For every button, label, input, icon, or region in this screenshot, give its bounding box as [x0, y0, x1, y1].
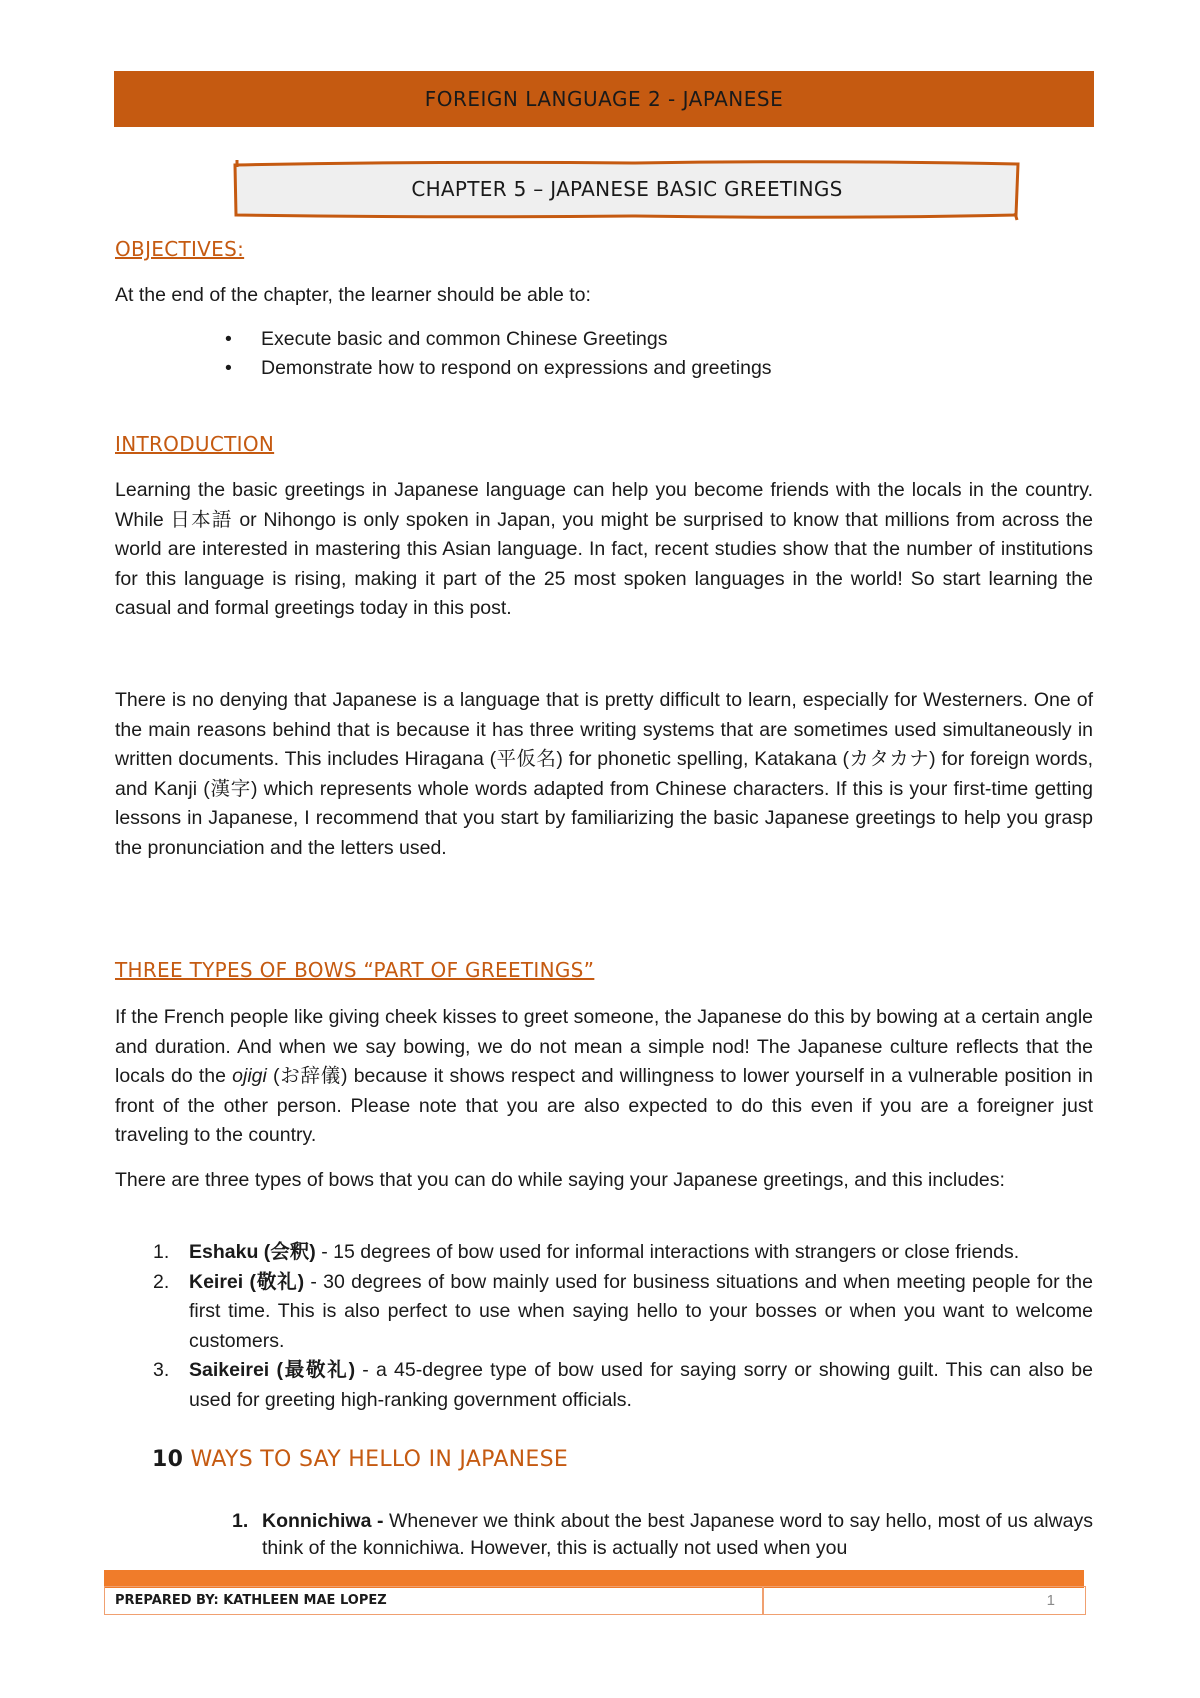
page-number: 1 — [1046, 1592, 1055, 1609]
bow-term: Eshaku (会釈) — [189, 1241, 316, 1263]
objectives-heading: OBJECTIVES: — [115, 237, 245, 261]
bows-list — [115, 1238, 1093, 1415]
list-item: 1. Konnichiwa - Whenever we think about the best Japanese word to say hello, most of us always think of the konnichiwa. However, this is actually not used when you — [232, 1510, 1093, 1559]
objectives-list — [115, 325, 1093, 383]
list-item: 3. Saikeirei (最敬礼) - a 45-degree type of bow used for saying sorry or showing guilt. This can also be used for greeting high-ranking government officials. — [153, 1359, 1093, 1411]
greeting-term: Konnichiwa - — [262, 1510, 384, 1532]
chapter-title-box — [232, 157, 1022, 221]
prepared-by: PREPARED BY: KATHLEEN MAE LOPEZ — [105, 1587, 764, 1614]
ways-number: 10 — [152, 1447, 184, 1472]
ways-title: WAYS TO SAY HELLO IN JAPANESE — [190, 1447, 569, 1472]
bow-term: Keirei (敬礼) — [189, 1270, 305, 1293]
page-footer — [104, 1586, 1086, 1615]
list-item: 2. Keirei (敬礼) - 30 degrees of bow mainly used for business situations and when meeting people for the first time. This is also perfect to use when saying hello to your bosses or when you want to welcome customers. — [153, 1270, 1093, 1352]
chapter-title: CHAPTER 5 – JAPANESE BASIC GREETINGS — [411, 177, 843, 201]
objectives-intro: At the end of the chapter, the learner should be able to: — [115, 284, 591, 306]
list-item — [115, 354, 1093, 383]
bows-paragraph-1: If the French people like giving cheek kisses to greet someone, the Japanese do this by bowing at a certain angle and duration. And when we say bowing, we do not mean a simple nod! The Japanese culture reflects that the locals do the ojigi (お辞儀) because it shows respect and willingness to lower yourself in a vulnerable position in front of the other person. Please note that you are also expected to do this even if you are a foreigner just traveling to the country. — [115, 1006, 1093, 1146]
introduction-heading: INTRODUCTION — [115, 432, 275, 456]
list-item — [115, 325, 1093, 354]
ways-list — [115, 1508, 1093, 1562]
objective-text: Demonstrate how to respond on expressions and greetings — [261, 357, 772, 379]
introduction-paragraph-1: Learning the basic greetings in Japanese language can help you become friends with the locals in the country. While 日本語 or Nihongo is only spoken in Japan, you might be surprised to know that millions from across the world are interested in mastering this Asian language. In fact, recent studies show that the number of institutions for this language is rising, making it part of the 25 most spoken languages in the world! So start learning the casual and formal greetings today in this post. — [115, 479, 1093, 619]
ways-heading — [152, 1447, 568, 1472]
bullet-icon: • — [225, 357, 232, 379]
objective-text: Execute basic and common Chinese Greetings — [261, 328, 668, 350]
bows-paragraph-2: There are three types of bows that you can do while saying your Japanese greetings, and this includes: — [115, 1169, 1005, 1191]
document-banner — [114, 71, 1094, 127]
banner-title: FOREIGN LANGUAGE 2 - JAPANESE — [424, 87, 784, 111]
introduction-paragraph-2: There is no denying that Japanese is a language that is pretty difficult to learn, especially for Westerners. One of the main reasons behind that is because it has three writing systems that are sometimes used simultaneously in written documents. This includes Hiragana (平仮名) for phonetic spelling, Katakana (カタカナ) for foreign words, and Kanji (漢字) which represents whole words adapted from Chinese characters. If this is your first-time getting lessons in Japanese, I recommend that you start by familiarizing the basic Japanese greetings to help you grasp the pronunciation and the letters used. — [115, 689, 1093, 859]
ojigi-term: ojigi — [232, 1065, 267, 1087]
bow-term: Saikeirei (最敬礼) — [189, 1359, 356, 1381]
list-item: 1. Eshaku (会釈) - 15 degrees of bow used for informal interactions with strangers or close friends. — [153, 1241, 1020, 1263]
bullet-icon: • — [225, 328, 232, 350]
bows-heading: THREE TYPES OF BOWS “PART OF GREETINGS” — [115, 958, 595, 982]
